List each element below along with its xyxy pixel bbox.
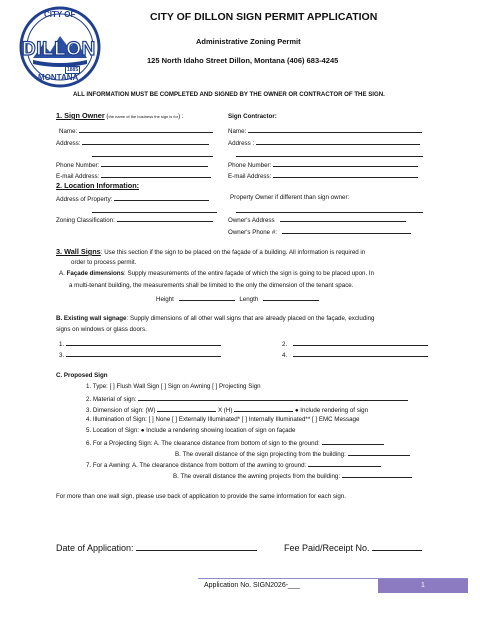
wall-signs-row [56,248,365,257]
property-address-label: Address of Property: [56,196,113,203]
zoning-row [56,215,213,225]
facade-dimensions-row [59,270,374,278]
proposed-material-row [86,394,408,404]
owner-phone-row [56,160,208,170]
projecting-distance-label: B. The overall distance of the sign projecting from the building: [175,451,346,458]
zoning-label: Zoning Classification: [56,217,115,224]
owner-email-label: E-mail Address: [56,173,100,180]
location-heading: 2. Location Information: [56,181,140,190]
property-owner-label: Property Owner if different than sign owner: [230,194,350,201]
owner-address-field[interactable] [82,138,209,145]
awning-clearance-row [86,460,381,470]
existing-sign-2-field[interactable] [293,339,428,346]
projecting-distance-field[interactable] [348,449,410,456]
sign-owner-paren-close: ) : [178,113,184,120]
logo-year: 1885 [67,67,79,73]
owner-name-field[interactable] [79,126,213,133]
existing-signage-text-2: signs on windows or glass doors. [56,326,147,333]
property-address-field-2[interactable] [92,206,217,213]
proposed-type[interactable]: 1. Type: [ ] Flush Wall Sign [ ] Sign on Awning [ ] Projecting Sign [86,383,261,390]
footer-bar [198,578,468,593]
existing-sign-3-field[interactable] [66,350,221,357]
existing-sign-3-num: 3. [59,352,65,359]
projecting-distance-row [175,449,410,459]
page-subtitle: Administrative Zoning Permit [196,37,301,46]
owner-email-row [56,171,211,181]
proposed-dimension-x: X (H) [217,407,233,414]
proposed-sign-heading: C. Proposed Sign [56,372,108,379]
contractor-email-label: E-mail Address: [228,173,272,180]
existing-sign-3 [59,350,221,360]
owner-address2-label: Owner's Address [228,217,275,224]
owner-phone-field[interactable] [101,160,208,167]
fee-paid-label: Fee Paid/Receipt No. [284,543,370,553]
page-title: CITY OF DILLON SIGN PERMIT APPLICATION [150,11,378,23]
existing-signage-title: B. Existing wall signage [56,315,127,322]
existing-signage-row [56,315,375,323]
owner-phone2-row [228,227,411,237]
owner-name-row [59,126,213,136]
projecting-clearance-label: 6. For a Projecting Sign: A. The clearance distance from bottom of sign to the ground: [86,440,320,447]
contractor-address-row [228,138,420,148]
owner-address-row [56,138,209,148]
length-label: Length [239,296,259,303]
contractor-email-field[interactable] [273,171,418,178]
fee-paid-row [284,542,422,553]
fee-paid-field[interactable] [372,542,422,551]
contractor-address-label: Address : [228,140,255,147]
owner-address-field-2[interactable] [92,150,213,157]
more-signs-note: For more than one wall sign, please use back of application to provide the same information for each sign. [56,493,346,500]
contractor-email-row [228,171,418,181]
sign-contractor-heading: Sign Contractor: [228,113,277,120]
owner-phone-label: Phone Number: [56,162,100,169]
existing-sign-4-field[interactable] [293,350,428,357]
owner-phone2-label: Owner's Phone #: [228,229,277,236]
contractor-phone-field[interactable] [273,160,418,167]
property-address-field[interactable] [114,194,209,201]
owner-address-label: Address: [56,140,81,147]
projecting-clearance-field[interactable] [322,438,384,445]
sign-owner-title: 1. Sign Owner [56,111,105,120]
existing-sign-4 [282,350,428,360]
awning-clearance-label: 7. For a Awning: A. The clearance distance from bottom of the awning to ground: [86,462,307,469]
date-application-row [56,542,257,553]
height-label: Height [156,296,174,303]
logo-bottom-text: MONTANA [38,73,79,82]
awning-clearance-field[interactable] [308,460,381,467]
contractor-name-row [228,126,422,136]
awning-distance-row [173,471,412,481]
wall-signs-intro-2: order to process permit. [71,259,137,266]
facade-size-row [156,294,319,304]
logo-main-text: DILLON [22,39,96,60]
existing-sign-1-field[interactable] [66,339,221,346]
date-application-label: Date of Application: [56,543,134,553]
existing-sign-2-num: 2. [282,341,288,348]
existing-sign-4-num: 4. [282,352,288,359]
page-number: 1 [378,579,468,593]
proposed-rendering-note: ● Include rendering of sign [294,407,369,414]
proposed-location: 5. Location of Sign: ● Include a rendering showing location of sign on façade [86,427,296,434]
proposed-material-label: 2. Material of sign: [86,396,137,403]
proposed-material-field[interactable] [138,394,408,401]
facade-dimensions-title: Façade dimensions [66,270,125,277]
projecting-clearance-row [86,438,384,448]
date-application-field[interactable] [136,542,257,551]
existing-sign-2 [282,339,428,349]
completion-notice: ALL INFORMATION MUST BE COMPLETED AND SIGNED BY THE OWNER OR CONTRACTOR OF THE SIGN. [73,91,385,98]
proposed-dimension-label: 3. Dimension of sign: (W) [86,407,156,414]
awning-distance-field[interactable] [342,471,412,478]
proposed-height-field[interactable] [234,405,293,412]
contractor-address-field-2[interactable] [236,150,423,157]
facade-dimensions-text: : Supply measurements of the entire façade of which the sign is going to be placed upon. In [124,270,375,277]
awning-distance-label: B. The overall distance the awning projects from the building: [173,473,341,480]
office-address: 125 North Idaho Street Dillon, Montana (406) 683-4245 [147,56,339,65]
proposed-illumination[interactable]: 4. Illumination of Sign: [ ] None [ ] Externally Illuminated* [ ] Internally Illuminated** [ ] EMC Message [86,416,360,423]
owner-phone2-field[interactable] [282,227,411,234]
proposed-dimension-row [86,405,368,415]
property-owner-field[interactable] [236,206,423,213]
owner-email-field[interactable] [101,171,211,178]
contractor-phone-row [228,160,418,170]
logo-top-text: CITY OF [44,10,76,19]
contractor-phone-label: Phone Number: [228,162,272,169]
wall-signs-heading: 3. Wall Signs [56,247,101,256]
sign-owner-note: the name of the business the sign is for [108,114,179,119]
owner-address2-row [228,215,406,225]
zoning-field[interactable] [117,215,213,222]
contractor-name-label: Name: [228,128,247,135]
owner-address2-field[interactable] [280,215,406,222]
height-field[interactable] [179,294,235,301]
facade-dimensions-text-2: a multi-tenant building, the measurements shall be limited to the only the dimension of the tenant space. [69,282,354,289]
existing-sign-1 [59,339,221,349]
facade-label-a: A. [59,270,65,277]
length-field[interactable] [263,294,319,301]
contractor-address-field[interactable] [256,138,420,145]
existing-signage-text: : Supply dimensions of all other wall signs that are already placed on the façade, excluding [126,315,375,322]
city-logo [19,6,101,88]
proposed-width-field[interactable] [157,405,216,412]
sign-owner-paren-open: ( [106,113,109,120]
property-address-row [56,194,209,204]
contractor-name-field[interactable] [248,126,422,133]
application-number: Application No. SIGN2026-___ [204,582,300,589]
wall-signs-intro: : Use this section if the sign to be placed on the façade of a building. All information is required in [100,249,366,256]
sign-owner-heading [56,112,184,121]
existing-sign-1-num: 1. [59,341,65,348]
owner-name-label: Name: [59,128,78,135]
